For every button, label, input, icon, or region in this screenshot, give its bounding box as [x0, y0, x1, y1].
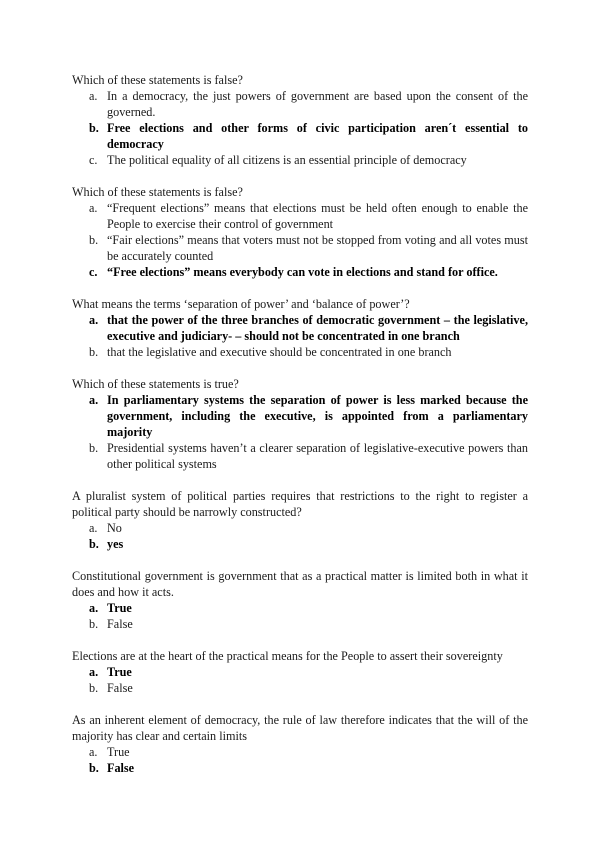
option-letter: b.	[89, 761, 99, 775]
question-block	[72, 72, 528, 168]
answer-option	[72, 680, 528, 696]
option-letter: a.	[89, 745, 98, 759]
answer-option	[72, 152, 528, 168]
option-list	[72, 600, 528, 632]
question-text: What means the terms ‘separation of power’ and ‘balance of power’?	[72, 297, 410, 311]
answer-option-selected	[72, 600, 528, 616]
question-block	[72, 376, 528, 472]
option-text: False	[107, 617, 133, 631]
option-letter: a.	[89, 393, 99, 407]
option-letter: a.	[89, 89, 98, 103]
option-letter: a.	[89, 521, 98, 535]
question-text: A pluralist system of political parties requires that restrictions to the right to register a political party should be narrowly constructed?	[72, 489, 528, 519]
option-text: “Fair elections” means that voters must not be stopped from voting and all votes must be accurately counted	[107, 233, 528, 263]
option-text: No	[107, 521, 122, 535]
answer-option	[72, 616, 528, 632]
option-list	[72, 392, 528, 472]
option-text: yes	[107, 537, 124, 551]
answer-option-selected	[72, 120, 528, 152]
option-letter: b.	[89, 681, 99, 695]
option-letter: a.	[89, 665, 99, 679]
question-block	[72, 488, 528, 552]
answer-option	[72, 744, 528, 760]
option-letter: b.	[89, 617, 99, 631]
question-block	[72, 296, 528, 360]
option-letter: b.	[89, 233, 99, 247]
question-list	[72, 72, 528, 776]
option-list	[72, 88, 528, 168]
answer-option-selected	[72, 392, 528, 440]
option-text: “Frequent elections” means that elections must be held often enough to enable the People to exercise their control of government	[107, 201, 528, 231]
question-text: Constitutional government is government that as a practical matter is limited both in what it does and how it acts.	[72, 569, 528, 599]
question-text: As an inherent element of democracy, the rule of law therefore indicates that the will of the majority has clear and certain limits	[72, 713, 528, 743]
option-letter: b.	[89, 441, 99, 455]
option-text: True	[107, 665, 132, 679]
option-text: In parliamentary systems the separation of power is less marked because the government, including the executive, is appointed from a parliamentary majority	[107, 393, 528, 439]
question-text: Which of these statements is true?	[72, 377, 239, 391]
option-text: In a democracy, the just powers of government are based upon the consent of the governed.	[107, 89, 528, 119]
option-list	[72, 520, 528, 552]
answer-option	[72, 232, 528, 264]
option-letter: b.	[89, 121, 99, 135]
answer-option-selected	[72, 264, 528, 280]
option-text: “Free elections” means everybody can vote in elections and stand for office.	[107, 265, 498, 279]
answer-option	[72, 440, 528, 472]
question-block	[72, 648, 528, 696]
answer-option-selected	[72, 664, 528, 680]
option-text: False	[107, 761, 135, 775]
option-list	[72, 200, 528, 280]
option-list	[72, 312, 528, 360]
option-list	[72, 744, 528, 776]
answer-option-selected	[72, 760, 528, 776]
option-text: Presidential systems haven’t a clearer separation of legislative-executive powers than other political systems	[107, 441, 528, 471]
answer-option	[72, 200, 528, 232]
option-text: True	[107, 601, 132, 615]
option-text: False	[107, 681, 133, 695]
option-letter: c.	[89, 153, 98, 167]
answer-option	[72, 344, 528, 360]
question-text: Which of these statements is false?	[72, 73, 243, 87]
answer-option-selected	[72, 536, 528, 552]
option-text: that the power of the three branches of democratic government – the legislative, executive and judiciary- – should not be concentrated in one branch	[107, 313, 528, 343]
option-text: True	[107, 745, 130, 759]
question-block	[72, 712, 528, 776]
question-text: Which of these statements is false?	[72, 185, 243, 199]
question-block	[72, 184, 528, 280]
option-letter: a.	[89, 313, 99, 327]
question-block	[72, 568, 528, 632]
answer-option-selected	[72, 312, 528, 344]
answer-option	[72, 520, 528, 536]
option-letter: c.	[89, 265, 98, 279]
option-letter: a.	[89, 201, 98, 215]
option-list	[72, 664, 528, 696]
option-text: Free elections and other forms of civic participation aren´t essential to democracy	[107, 121, 528, 151]
question-text: Elections are at the heart of the practical means for the People to assert their sovereignty	[72, 649, 503, 663]
option-text: The political equality of all citizens is an essential principle of democracy	[107, 153, 467, 167]
option-letter: a.	[89, 601, 99, 615]
option-text: that the legislative and executive should be concentrated in one branch	[107, 345, 452, 359]
option-letter: b.	[89, 537, 99, 551]
answer-option	[72, 88, 528, 120]
option-letter: b.	[89, 345, 99, 359]
